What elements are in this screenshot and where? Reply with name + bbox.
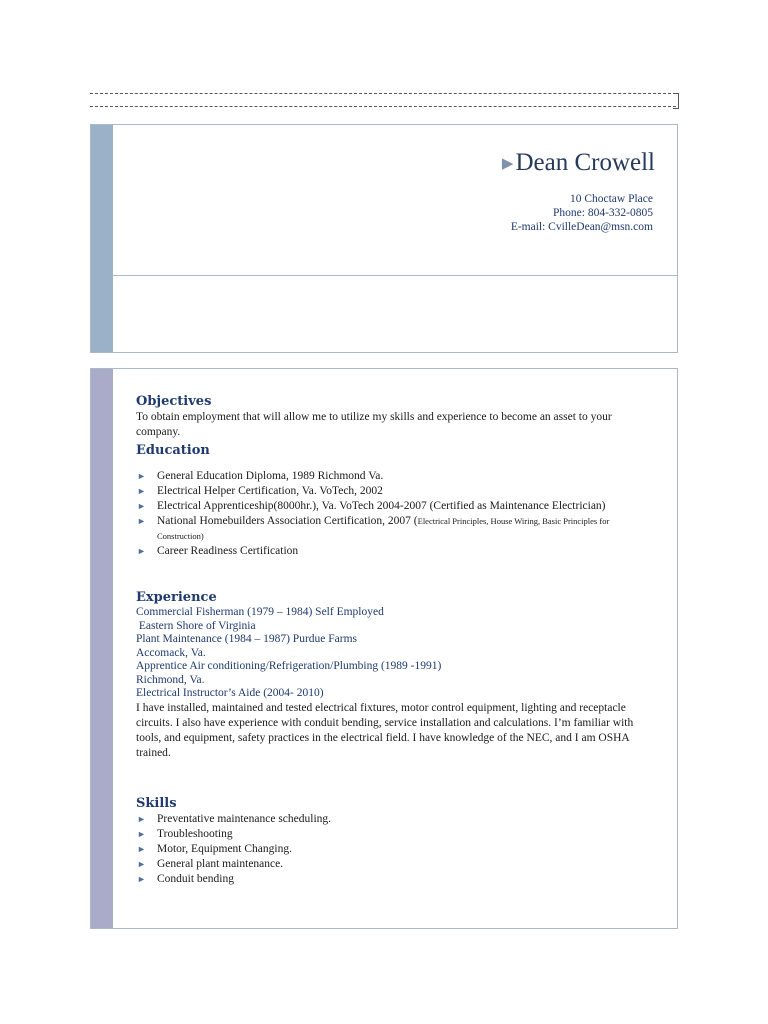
dashed-line-bracket (673, 93, 679, 109)
bullet-icon: ► (137, 546, 146, 556)
page-top-dashed-line (90, 93, 676, 94)
experience-line: Apprentice Air conditioning/Refrigeration/Plumbing (1989 -1991) (136, 660, 442, 672)
address: 10 Choctaw Place (569, 193, 653, 205)
triangle-right-icon: ▶ (501, 155, 514, 172)
list-item: ► Electrical Helper Certification, Va. VoTech, 2002 (137, 485, 383, 497)
page-top-dashed-line-2 (90, 106, 676, 107)
bullet-icon: ► (137, 873, 146, 884)
resume-body-box (90, 368, 678, 929)
bullet-icon: ► (137, 501, 146, 511)
header-divider (113, 275, 677, 276)
experience-line: Richmond, Va. (136, 673, 205, 686)
education-list (136, 469, 657, 559)
bullet-icon: ► (137, 486, 146, 496)
resume-header-box (90, 124, 678, 353)
name-row (502, 149, 655, 177)
header-accent-bar (91, 125, 113, 352)
list-item: ► Preventative maintenance scheduling. (137, 812, 332, 825)
bullet-icon: ► (137, 471, 146, 481)
bullet-icon: ► (137, 858, 146, 869)
list-item: ► General Education Diploma, 1989 Richmond Va. (137, 470, 384, 482)
bullet-icon: ► (137, 843, 146, 854)
education-title: Education (136, 443, 210, 458)
phone: Phone: 804-332-0805 (553, 207, 653, 219)
experience-line: Accomack, Va. (136, 646, 206, 659)
list-item: ► Motor, Equipment Changing. (137, 842, 292, 855)
skills-list (136, 812, 657, 887)
resume-content (136, 393, 657, 887)
list-item: ► General plant maintenance. (137, 857, 284, 870)
objectives-text: To obtain employment that will allow me to utilize my skills and experience to become an asset to your company. (136, 411, 612, 438)
email: E-mail: CvilleDean@msn.com (510, 221, 653, 233)
list-item: ► Electrical Apprenticeship(8000hr.), Va. VoTech 2004-2007 (Certified as Maintenance Electrician) (137, 500, 606, 512)
bullet-icon: ► (137, 813, 146, 824)
contact-info (511, 192, 653, 234)
list-item: ► Troubleshooting (137, 827, 233, 840)
bullet-icon: ► (137, 828, 146, 839)
experience-line: Eastern Shore of Virginia (136, 619, 256, 632)
certification-details: Electrical Principles, House Wiring, Basic Principles for Construction) (157, 516, 610, 541)
experience-line: Commercial Fisherman (1979 – 1984) Self Employed (136, 606, 384, 618)
objectives-title: Objectives (136, 394, 212, 409)
list-item: ► National Homebuilders Association Certification, 2007 (Electrical Principles, House Wiring, Basic Principles for Construction) (137, 515, 610, 541)
candidate-name: Dean Crowell (515, 149, 655, 176)
list-item: ► Conduit bending (137, 872, 234, 885)
experience-line: Plant Maintenance (1984 – 1987) Purdue Farms (136, 633, 358, 645)
experience-summary: I have installed, maintained and tested electrical fixtures, motor control equipment, lighting and receptacle circuits. I also have experience with conduit bending, service installation and calculations. I’m familiar with tools, and equipment, safety practices in the electrical field. I have knowledge of the NEC, and I am OSHA trained. (136, 701, 634, 759)
bullet-icon: ► (137, 516, 146, 526)
experience-line: Electrical Instructor’s Aide (2004- 2010) (136, 687, 324, 699)
skills-title: Skills (136, 795, 177, 811)
body-accent-bar (91, 369, 113, 928)
experience-list (136, 606, 657, 701)
experience-title: Experience (136, 590, 217, 605)
list-item: ► Career Readiness Certification (137, 545, 299, 557)
